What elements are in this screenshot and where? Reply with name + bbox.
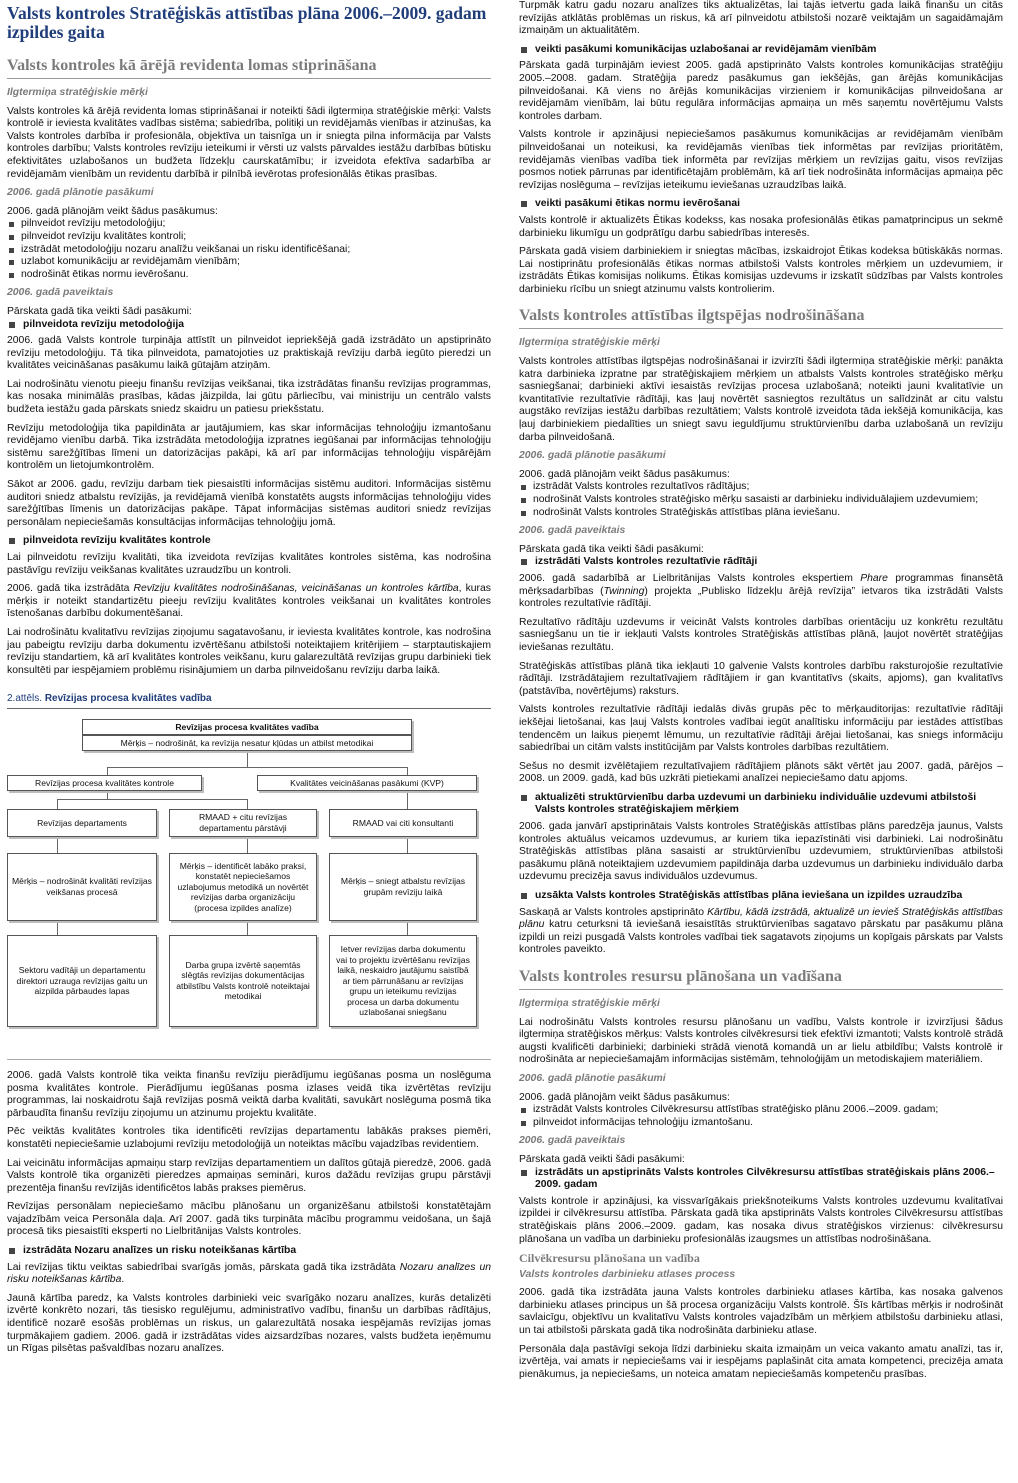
paragraph: 2006. gada janvārī apstiprinātais Valsts kontroles Stratēģiskās attīstības plāns paredzēja jaunus, Valsts kontroles aktuālus veicamos uzdevumus, ar kuriem tika iepazīstināti visi darbinieki. Lai nodrošinātu Stratēģiskās attīstības plāna sasaisti ar struktūrvienību uzdevumiem, struktūrvienības atbilstoši pasākumu plānā noteiktajiem uzdevumiem papildināja darba uzdevumus un darbinieku individuālo darba uzdevumu precizēja savus individuālos uzdevumus.: [519, 821, 1003, 883]
paragraph: Lai veicinātu informācijas apmaiņu starp revīzijas departamentiem un dalītos gūtajā pieredzē, 2006. gadā Valsts kontrolē tika organizēti pieredzes apmaiņas semināri, kuros dažādu revīzijas grupu pārstāvji prezentēja finanšu revīzijās identificētos labās prakses piemērus.: [7, 1157, 491, 1194]
planned-list: [7, 218, 491, 281]
goals-label: Ilgtermiņa stratēģiskie mērķi: [519, 337, 660, 349]
paragraph: Rezultatīvo rādītāju uzdevums ir veicināt Valsts kontroles darbības orientāciju uz konkrētu rezultātu sasniegšanu un tie ir iekļauti Valsts kontroles Stratēģiskās attīstības plānā, ļaujot novērtēt stratēģijas ieviešanas rezultātu.: [519, 616, 1003, 653]
planned-list: [519, 1104, 1003, 1129]
list-item: nodrošināt Valsts kontroles stratēģisko mērķu sasaisti ar darbinieku individuālajiem uzdevumiem;: [519, 494, 1003, 507]
list-item: izstrādāt Valsts kontroles Cilvēkresursu attīstības stratēģisko plānu 2006.–2009. gadam;: [519, 1104, 1003, 1117]
document-title: Valsts kontroles Stratēģiskās attīstības plāna 2006.–2009. gadam izpildes gaita: [7, 3, 487, 42]
planned-intro: 2006. gadā plānojām veikt šādus pasākumus:: [519, 468, 730, 480]
paragraph: Valsts kontrole ir apzinājusi nepieciešamos pasākumus komunikācijas ar revidējamām vienībām pilnveidošanai un noteikusi, ka revidējamās vienības tiek informētas par revīzijas prioritātēm, revidējamās vienības vadība tiek informēta par revīzijas mērķiem un revīzijas gaitu, visos revīzijas posmos notiek pārrunas par identificētajām problēmām, kā arī tiek nodrošināta informācijas apmaiņa pēc revīzijas noslēguma – revīzijas ieteikumu ieviešanas uzraudzības laikā.: [519, 129, 1003, 191]
paragraph: Turpmāk katru gadu nozaru analīzes tiks aktualizētas, lai tajās ietvertu gada laikā finanšu un citās revīzijās atklātās problēmas un riskus, kā arī pilnveidotu atbilstoši nozarē veiktajām un sagaidāmajām izmaiņām un aktualitātēm.: [519, 0, 1003, 37]
paragraph: Saskaņā ar Valsts kontroles apstiprināto Kārtību, kādā izstrādā, aktualizē un ievieš Stratēģiskās attīstības plānu katru ceturksni tā ieviešanā iesaistītās struktūrvienības sagatavo pārskatu par pasākumu plāna izpildi un reizi pusgadā Valsts kontroles vadībai tiek sagatavots ziņojums un kopīgais pārskats par Valsts kontroles paveikto.: [519, 906, 1003, 956]
diagram-col2-activity: Darba grupa izvērtē saņemtās slēgtās revīzijas dokumentācijas atbilstību Valsts kontrolē noteiktajai metodikai: [169, 935, 317, 1027]
paragraph: Lai pilnveidotu revīziju kvalitāti, tika izveidota revīzijas kvalitātes kontroles sistēma, kas nodrošina pastāvīgu revīziju veikšanas kvalitātes uzraudzību un kontroli.: [7, 552, 491, 576]
goals-label: Ilgtermiņa stratēģiskie mērķi: [7, 87, 148, 98]
paragraph: 2006. gadā Valsts kontrole turpināja attīstīt un pilnveidot iepriekšējā gadā izstrādāto un apstiprināto revīziju metodoloģiju. Tā tika pilnveidota, pamatojoties uz praktiskajā revīziju darbā iegūto pieredzi un kvalitātes veicināšanas pasākumu laikā gūtajām atziņām.: [7, 335, 491, 372]
section-heading-role: Valsts kontroles kā ārējā revidenta lomas stiprināšana: [7, 56, 491, 79]
paragraph: Lai nodrošinātu vienotu pieeju finanšu revīzijas veikšanai, tika izstrādātas finanšu revīzijas programmas, kas nosaka minimālās prasības, kādas jāizpilda, lai gūtu pārliecību, vai ministriju un centrālo valsts budžeta iestāžu gada pārskats sniedz skaidru un patiesu priekšstatu.: [7, 378, 491, 416]
done-label: 2006. gadā paveiktais: [7, 287, 114, 299]
paragraph: Sākot ar 2006. gadu, revīziju darbam tiek piesaistīti informācijas sistēmu auditori. Informācijas sistēmu auditori sniedz atbalstu revīzijās, ja revidējamā vienībā konstatēts augsts informācijas tehnoloģiju vides sarežģītības līmenis un datorizācijas pakāpe. Tāpat informācijas sistēmas auditori sniedz revīzijas personālam nepieciešamās konsultācijas informācijas tehnoloģiju jomā.: [7, 479, 491, 528]
goals-text: Valsts kontroles kā ārējā revidenta lomas stiprināšanai ir noteikti šādi ilgtermiņa stratēģiskie mērķi: Valsts kontrolē ir ieviesta kvalitātes vadības sistēma; sabiedrība, politiķi un revidējamās vienības ir atzinušas, ka Valsts kontroles darbība ir profesionāla, objektīva un taisnīga un ir sniegta pilna informācija par Valsts kontroles darbību; Valsts kontroles revīziju ieteikumi ir vērsti uz valsts pārvaldes iestāžu darbības būtisku efektivitātes uzlabošanos un budžeta līdzekļu caurskatāmību; ir izveidota efektīva sadarbība ar revidējamām vienībām un revidentu darbībā ir pilnībā ievērotas profesionālās ētikas prasības.: [7, 105, 491, 180]
bullet-heading: pilnveidota revīziju metodoloģija: [7, 319, 491, 332]
paragraph: 2006. gadā tika izstrādāta Revīziju kvalitātes nodrošināšanas, veicināšanas un kontroles kārtība, kuras mērķis ir noteikt standartizētu pieeju revīziju kvalitātes kontroles veikšanai un kvalitātes kontroles īstenošanas darbību dokumentēšanai.: [7, 583, 491, 620]
done-intro: Pārskata gadā veikti šādi pasākumi:: [519, 1153, 685, 1165]
done-intro: Pārskata gadā tika veikti šādi pasākumi:: [519, 543, 704, 555]
paragraph: Lai revīzijas tiktu veiktas sabiedrībai svarīgās jomās, pārskata gadā tika izstrādāta Nozaru analīzes un risku noteikšanas kārtība.: [7, 1261, 491, 1286]
right-column: [519, 0, 1003, 1387]
bullet-heading: veikti pasākumi ētikas normu ievērošanai: [519, 198, 1003, 211]
section-heading-resources: Valsts kontroles resursu plānošana un vadīšana: [519, 967, 1003, 990]
list-item: nodrošināt ētikas normu ievērošanu.: [7, 269, 491, 282]
planned-intro: 2006. gadā plānojām veikt šādus pasākumus:: [7, 205, 218, 217]
paragraph: Revīzijas personālam nepieciešamo mācību plānošanu un organizēšanu atbilstoši konstatētajām vajadzībām veica Personāla daļa. Arī 2007. gadā tiks turpināta mācību programmu veidošana, un šajā procesā tiks piesaistīti eksperti no Lielbritānijas Valsts kontroles.: [7, 1201, 491, 1238]
planned-label: 2006. gadā plānotie pasākumi: [519, 450, 666, 462]
subsection-heading: Cilvēkresursu plānošana un vadība: [519, 1251, 700, 1266]
done-label: 2006. gadā paveiktais: [519, 1135, 626, 1147]
paragraph: Valsts kontrolē ir aktualizēts Ētikas kodekss, kas nosaka profesionālās ētikas pamatprincipus un sekmē darbinieku likumīgu un godprātīgu darbu sabiedrības interesēs.: [519, 214, 1003, 239]
goals-text: Valsts kontroles attīstības ilgtspējas nodrošināšanai ir izvirzīti šādi ilgtermiņa stratēģiskie mērķi: panākta katra darbinieka izpratne par stratēģiskajiem mērķiem un atbalsts Valsts kontroles stratēģisko mērķu sasniegšanai; darbinieki aktīvi iesaistās revīzijas procesa uzlabošanā; noteikti jauni kvalitatīvie un kvantitatīvie rezultatīvie rādītāji, kas ļauj novērtēt sasniegtos rezultātus un salīdzināt ar citu valstu augstāko revīzijas iestāžu darbības rezultātiem; Valsts kontrolē izveidota tāda iekšējā komunikācija, kas ļauj darbiniekiem piedalīties un sniegt savu ieguldījumu struktūrvienību darba uzlabošanā un revīziju darba pilnveidošanā.: [519, 356, 1003, 443]
paragraph: Lai nodrošinātu kvalitatīvu revīzijas ziņojumu sagatavošanu, ir ieviesta kvalitātes kontrole, kas nodrošina jau pabeigtu revīziju darba dokumentu izvērtēšanu atbilstoši noteiktajiem kritērijiem – starptautiskajiem revīziju standartiem, kā arī kvalitātes kontroles veikšanu, kuru galarezultātā revīzijas grupu darbinieki tiek konsultēti par iespējamiem problēmu risinājumiem un darba pilnveidošanu revīziju darba laikā.: [7, 626, 491, 676]
diagram-kvp: Kvalitātes veicināšanas pasākumi (KVP): [257, 775, 477, 791]
quality-diagram: [7, 713, 491, 1043]
bullet-heading: veikti pasākumi komunikācijas uzlabošanai ar revidējamām vienībām: [519, 44, 1003, 57]
diagram-col1-goal: Mērķis – nodrošināt kvalitāti revīzijas veikšanas procesā: [7, 853, 157, 921]
done-label: 2006. gadā paveiktais: [519, 525, 626, 537]
divider: [7, 1059, 491, 1060]
paragraph: Pēc veiktās kvalitātes kontroles tika identificēti revīzijas departamentu labākās prakses piemēri, konstatēti nepieciešamie uzlabojumi revīziju metodoloģijā un noteiktas mācību vajadzības revidentiem.: [7, 1126, 491, 1150]
diagram-col3-activity: Ietver revīzijas darba dokumentu vai to projektu izvērtēšanu revīzijas laikā, neskaidro jautājumu saistībā ar tiem pārrunāšanu ar revīzijas grupu un ieteikumu revīzijas procesa un darba dokumentu uzlabošanai sniegšanu: [329, 935, 477, 1027]
paragraph: Valsts kontroles rezultatīvie rādītāji iedalās divās grupās pēc to mērķauditorijas: rezultatīvie rādītāji iekšējai lietošanai, kas ļauj Valsts kontroles vadībai iegūt analītisku informāciju par iestādes attīstības tendencēm un laikus pieņemt lēmumu, un rezultatīvie rādītāji ārējai lietošanai, kas sniegs informāciju sabiedrībai un citām valsts institūcijām par Valsts kontroles darbības rezultātiem.: [519, 704, 1003, 754]
paragraph: Personāla daļa pastāvīgi sekoja līdzi darbinieku skaita izmaiņām un veica vakanto amatu analīzi, tas ir, izvērtēja, vai amats ir nepieciešams vai ir iespējams paplašināt cita amata kompetenci, precizēja amata pienākumus, ja nepieciešams, un noteica amatam nepieciešamās kompetenču prasības.: [519, 1343, 1003, 1380]
bullet-heading: uzsākta Valsts kontroles Stratēģiskās attīstības plāna ieviešana un izpildes uzraudzība: [519, 890, 1003, 903]
paragraph: Sešus no desmit izvēlētajiem rezultatīvajiem rādītājiem plānots sākt vērtēt jau 2007. gadā, pārējos – 2008. un 2009. gadā, kad būs uzkrāti pietiekami analīzei nepieciešamo datu apjoms.: [519, 760, 1003, 785]
paragraph: Pārskata gadā turpinājām ieviest 2005. gadā apstiprināto Valsts kontroles komunikācijas stratēģiju 2005.–2008. gadam. Stratēģija paredz pasākumus gan iekšējās, gan ārējās komunikācijas pilnveidošanai. Kā viens no ārējās komunikācijas virzieniem ir komunikācijas pilnveidošana ar revidējamām vienībām, lai būtu regulāra informācijas apmaiņa un mēs saņemtu novērtējumu Valsts kontroles darbam.: [519, 60, 1003, 122]
paragraph: Stratēģiskās attīstības plānā tika iekļauti 10 galvenie Valsts kontroles darbību raksturojošie rezultatīvie rādītāji. Izstrādātajiem rezultatīvajiem rādītājiem ir gan kvantitatīvs (skaits, apjoms), gan kvalitatīvs (patstāvība, novērtējums) raksturs.: [519, 660, 1003, 697]
diagram-top-goal: Mērķis – nodrošināt, ka revīzija nesatur kļūdas un atbilst metodikai: [82, 735, 412, 751]
goals-text: Lai nodrošinātu Valsts kontroles resursu plānošanu un vadību, Valsts kontrole ir izvirzījusi šādus ilgtermiņa stratēģiskos mērķus: Valsts kontroles cilvēkresursi tiek efektīvi izmantoti; Valsts kontrolē strādā augsti kvalificēti darbinieki; darbinieki strādā vienotā komandā un ar lielu atbildību; Valsts kontrolē ir nodrošināta ar nepieciešamajām informācijas sistēmām, tehnoloģijām un metodiskajiem materiāliem.: [519, 1016, 1003, 1066]
planned-label: 2006. gadā plānotie pasākumi: [7, 187, 154, 199]
diagram-col3-goal: Mērķis – sniegt atbalstu revīzijas grupām revīziju laikā: [329, 853, 477, 921]
list-item: izstrādāt metodoloģiju nozaru analīžu veikšanai un risku identificēšanai;: [7, 244, 491, 257]
bullet-heading: aktualizēti struktūrvienību darba uzdevumi un darbinieku individuālie uzdevumi atbilstoši Valsts kontroles stratēģiskajiem mērķiem: [519, 792, 1003, 817]
done-intro: Pārskata gadā tika veikti šādi pasākumi:: [7, 305, 192, 317]
diagram-quality-control: Revīzijas procesa kvalitātes kontrole: [7, 775, 202, 791]
planned-intro: 2006. gadā plānojām veikt šādus pasākumus:: [519, 1091, 730, 1103]
diagram-col2-title: RMAAD + citu revīzijas departamentu pārstāvji: [169, 809, 317, 837]
bullet-heading: pilnveidota revīziju kvalitātes kontrole: [7, 535, 491, 548]
goals-label: Ilgtermiņa stratēģiskie mērķi: [519, 998, 660, 1009]
diagram-top-title: Revīzijas procesa kvalitātes vadība: [82, 719, 412, 735]
planned-label: 2006. gadā plānotie pasākumi: [519, 1072, 666, 1084]
paragraph: Revīziju metodoloģija tika papildināta ar jautājumiem, kas skar informācijas tehnoloģiju izmantošanu revidējamo vienību darbā. Tika izstrādāta metodoloģija izpratnes iegūšanai par informācijas tehnoloģiju sistēmu sarežģītības līmeni un datorizācijas pakāpi, kā arī par informācijas tehnoloģiju vispārējām kontrolēm un lietojumkontrolēm.: [7, 422, 491, 472]
figure-caption: 2.attēls. Revīzijas procesa kvalitātes vadība: [7, 693, 491, 709]
left-column: [7, 0, 491, 1362]
list-item: uzlabot komunikāciju ar revidējamām vienībām;: [7, 256, 491, 269]
bullet-heading: izstrādāti Valsts kontroles rezultatīvie rādītāji: [519, 556, 1003, 569]
diagram-col1-title: Revīzijas departaments: [7, 809, 157, 837]
paragraph: Jaunā kārtība paredz, ka Valsts kontroles darbinieki veic svarīgāko nozaru analīzes, kurās detalizēti izvērtē konkrēto nozari, tās tiesisko regulējumu, administratīvo vadību, finanšu un darbības rādītājus, identificē nozarē esošās problēmas un riskus, un galarezultātā nosaka iespējamās revīzijas jomas turpmākajiem gadiem. 2006. gadā ir izstrādātas vides aizsardzības nozares, valsts budžeta ieņēmumu un Rīgas pilsētas pašvaldības nozaru analīzes.: [7, 1292, 491, 1355]
diagram-col1-activity: Sektoru vadītāji un departamentu direktori uzrauga revīzijas gaitu un aizpilda pārbaudes lapas: [7, 935, 157, 1027]
bullet-heading: izstrādāta Nozaru analīzes un risku noteikšanas kārtība: [7, 1245, 491, 1258]
list-item: pilnveidot informācijas tehnoloģiju izmantošanu.: [519, 1117, 1003, 1130]
paragraph: 2006. gadā tika izstrādāta jauna Valsts kontroles darbinieku atlases kārtība, kas nosaka galvenos darbinieku atlases principus un šā procesa organizāciju Valsts kontrolē. Šīs kārtības mērķis ir nodrošināt savlaicīgu, objektīvu un kvalitatīvu Valsts kontroles vajadzībām un mērķiem atbilstošu darbinieku atlasi, un tai atbilstoši pārskata gadā tika nodrošināta darbinieku atlase.: [519, 1287, 1003, 1337]
bullet-heading: izstrādāts un apstiprināts Valsts kontroles Cilvēkresursu attīstības stratēģiskais plāns 2006.–2009. gadam: [519, 1167, 1003, 1192]
list-item: nodrošināt Valsts kontroles Stratēģiskās attīstības plāna ieviešanu.: [519, 507, 1003, 520]
planned-list: [519, 481, 1003, 519]
list-item: pilnveidot revīziju kvalitātes kontroli;: [7, 231, 491, 244]
paragraph: Pārskata gadā visiem darbiniekiem ir sniegtas mācības, izskaidrojot Ētikas kodeksa būtiskākās normas. Lai nostiprinātu profesionālās ētikas normas atbilstoši Valsts kontroles mērķiem un uzdevumiem, ir izstrādāts Ētikas komisijas nolikums. Ētikas komisijas uzdevums ir izskatīt sūdzības par Valsts kontroles darbinieku rīcību un sniegt atzinumu valsts kontrolierim.: [519, 246, 1003, 295]
section-heading-sustainability: Valsts kontroles attīstības ilgtspējas nodrošināšana: [519, 306, 1003, 329]
list-item: izstrādāt Valsts kontroles rezultatīvos rādītājus;: [519, 481, 1003, 494]
subsection-label: Valsts kontroles darbinieku atlases process: [519, 1268, 736, 1280]
paragraph: 2006. gadā Valsts kontrolē tika veikta finanšu revīziju pierādījumu iegūšanas posma un noslēguma posma kvalitātes kontrole. Pierādījumu iegūšanas posma izlases veidā tika izvērtētas revīziju programmas, lai noskaidrotu šajā revīzijas posmā veiktā darba kvalitāti, savukārt noslēguma posmā tika pārbaudīta finanšu revīziju ziņojumu un atzinumu projektu kvalitāte.: [7, 1069, 491, 1119]
diagram-col3-title: RMAAD vai citi konsultanti: [329, 809, 477, 837]
paragraph: Valsts kontrole ir apzinājusi, ka vissvarīgākais priekšnoteikums Valsts kontroles uzdevumu kvalitatīvai izpildei ir cilvēkresursu attīstība. Pārskata gadā tika apstiprināts Valsts kontroles Cilvēkresursu attīstības stratēģiskais plāns 2006.–2009. gadam, kas nosaka divus stratēģiskos virzienus: cilvēkresursu plānošana un vadība un darbinieku profesionālās izaugsmes un attīstības nodrošināšana.: [519, 1195, 1003, 1245]
list-item: pilnveidot revīziju metodoloģiju;: [7, 218, 491, 231]
diagram-col2-goal: Mērķis – identificēt labāko praksi, konstatēt nepieciešamos uzlabojumus metodikā un novērtēt revīzijas darba organizāciju (procesa izpildes analīze): [169, 853, 317, 921]
paragraph: 2006. gadā sadarbībā ar Lielbritānijas Valsts kontroles ekspertiem Phare programmas finansētā mērķsadarbības (Twinning) projekta „Publisko līdzekļu ārējā revīzija” ietvaros tika izstrādāti Valsts kontroles rezultatīvie rādītāji.: [519, 572, 1003, 610]
